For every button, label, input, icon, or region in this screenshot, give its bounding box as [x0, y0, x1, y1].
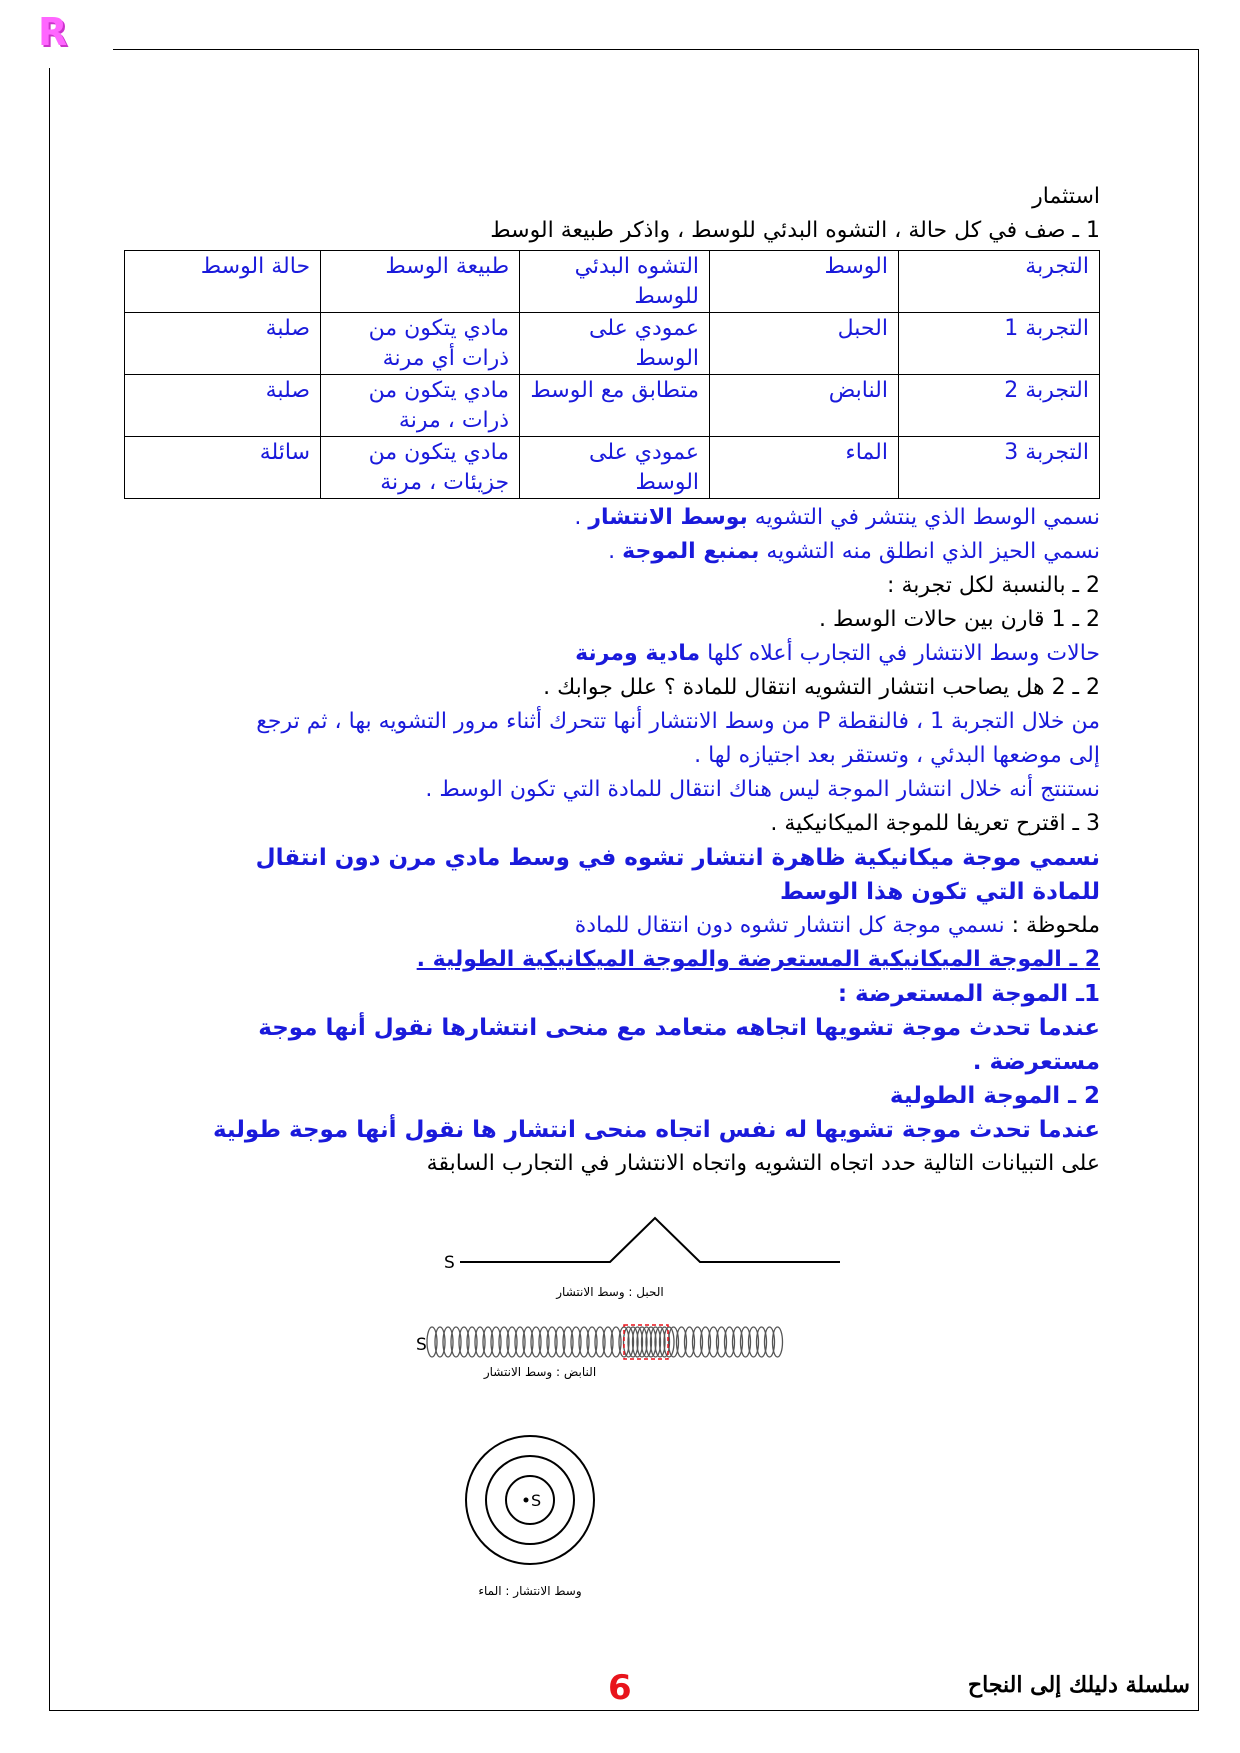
definition-source-text: نسمي الحيز الذي انطلق منه التشويه: [759, 539, 1100, 564]
rope-caption: الحبل : وسط الانتشار: [556, 1285, 664, 1299]
table-header-cell: التجربة: [898, 251, 1099, 313]
transverse-definition-2: مستعرضة .: [972, 1049, 1100, 1075]
question-2-1: 2 ـ 1 قارن بين حالات الوسط .: [819, 607, 1100, 632]
definition-medium: [150, 501, 1100, 535]
table-header-cell: حالة الوسط: [125, 251, 321, 313]
table-cell: مادي يتكون من ذرات أي مرنة: [321, 313, 520, 375]
table-cell: الماء: [710, 437, 899, 499]
definition-medium-text: نسمي الوسط الذي ينتشر في التشويه: [747, 505, 1100, 530]
page-content: [150, 180, 1100, 1181]
rope-pulse: [460, 1218, 840, 1262]
table-row: [125, 437, 1100, 499]
transverse-definition-1: عندما تحدث موجة تشويها اتجاهه متعامد مع منحى انتشارها نقول أنها موجة: [258, 1015, 1100, 1041]
table-cell: متطابق مع الوسط: [520, 375, 710, 437]
water-source-point: [524, 1498, 529, 1503]
definition-source: [150, 535, 1100, 569]
note-label: ملحوظة :: [1004, 913, 1100, 938]
definition-medium-end: .: [574, 505, 589, 530]
mechanical-wave-definition-1: نسمي موجة ميكانيكية ظاهرة انتشار تشوه في وسط مادي مرن دون انتقال: [255, 845, 1100, 871]
question-1: 1 ـ صف في كل حالة ، التشوه البدئي للوسط ، واذكر طبيعة الوسط: [490, 218, 1100, 243]
table-header-cell: الوسط: [710, 251, 899, 313]
table-header-cell: طبيعة الوسط: [321, 251, 520, 313]
table-row: [125, 375, 1100, 437]
table-header-row: [125, 251, 1100, 313]
longitudinal-title: 2 ـ الموجة الطولية: [889, 1083, 1100, 1109]
logo: R: [38, 10, 68, 54]
frame-right-border: [1198, 49, 1199, 1710]
table-cell: التجربة 2: [898, 375, 1099, 437]
spring-caption: النابض : وسط الانتشار: [483, 1365, 597, 1379]
conclusion: نستنتج أنه خلال انتشار الموجة ليس هناك انتقال للمادة التي تكون الوسط .: [425, 777, 1100, 802]
answer-2-1-text: حالات وسط الانتشار في التجارب أعلاه كلها: [700, 641, 1100, 666]
table-cell: عمودي على الوسط: [520, 313, 710, 375]
table-row: [125, 313, 1100, 375]
table-cell: صلبة: [125, 313, 321, 375]
question-2-2: 2 ـ 2 هل يصاحب انتشار التشويه انتقال للمادة ؟ علل جوابك .: [543, 675, 1100, 700]
question-3: 3 ـ اقترح تعريفا للموجة الميكانيكية .: [770, 811, 1100, 836]
definition-source-term: بمنبع الموجة: [622, 539, 760, 564]
spring-source-label: S: [416, 1335, 427, 1355]
answer-2-2-line-2: إلى موضعها البدئي ، وتستقر بعد اجتيازه لها .: [694, 743, 1100, 768]
answer-2-1: [150, 637, 1100, 671]
water-ripple-inner: [506, 1476, 554, 1524]
mechanical-wave-definition-2: للمادة التي تكون هذا الوسط: [779, 879, 1100, 905]
water-ripple-middle: [486, 1456, 574, 1544]
transverse-title: 1ـ الموجة المستعرضة :: [837, 981, 1100, 1007]
definition-medium-term: بوسط الانتشار: [588, 505, 748, 530]
table-cell: سائلة: [125, 437, 321, 499]
frame-top-border: [113, 49, 1198, 50]
page-number: 6: [608, 1668, 632, 1708]
frame-left-border: [49, 68, 50, 1710]
note: [150, 909, 1100, 943]
definition-source-end: .: [608, 539, 623, 564]
longitudinal-definition: عندما تحدث موجة تشويها له نفس اتجاه منحى انتشار ها نقول أنها موجة طولية: [212, 1117, 1100, 1143]
water-caption: وسط الانتشار : الماء: [478, 1584, 582, 1598]
table-cell: التجربة 1: [898, 313, 1099, 375]
frame-bottom-border: [49, 1710, 1199, 1711]
table-cell: عمودي على الوسط: [520, 437, 710, 499]
table-header-cell: التشوه البدئي للوسط: [520, 251, 710, 313]
table-cell: النابض: [710, 375, 899, 437]
table-cell: مادي يتكون من ذرات ، مرنة: [321, 375, 520, 437]
answer-2-2-line-1: من خلال التجربة 1 ، فالنقطة P من وسط الانتشار أنها تتحرك أثناء مرور التشويه بها ، ثم ترجع: [256, 709, 1100, 734]
experiments-table: [124, 250, 1100, 499]
series-title: سلسلة دليلك إلى النجاح: [967, 1672, 1190, 1698]
note-text: نسمي موجة كل انتشار تشوه دون انتقال للمادة: [574, 913, 1005, 938]
water-source-label: S: [531, 1491, 542, 1510]
section-2-title: 2 ـ الموجة الميكانيكية المستعرضة والموجة الميكانيكية الطولية .: [416, 947, 1100, 972]
table-cell: مادي يتكون من جزيئات ، مرنة: [321, 437, 520, 499]
table-cell: صلبة: [125, 375, 321, 437]
diagram-instruction: على التبيانات التالية حدد اتجاه التشويه واتجاه الانتشار في التجارب السابقة: [426, 1151, 1100, 1176]
section-heading: استثمار: [1032, 184, 1100, 209]
wave-diagrams: [400, 1210, 860, 1610]
table-cell: التجربة 3: [898, 437, 1099, 499]
spring-coils: [427, 1327, 783, 1357]
answer-2-1-term: مادية ومرنة: [575, 641, 701, 666]
table-cell: الحبل: [710, 313, 899, 375]
question-2: 2 ـ بالنسبة لكل تجربة :: [887, 573, 1100, 598]
rope-source-label: S: [444, 1253, 455, 1273]
